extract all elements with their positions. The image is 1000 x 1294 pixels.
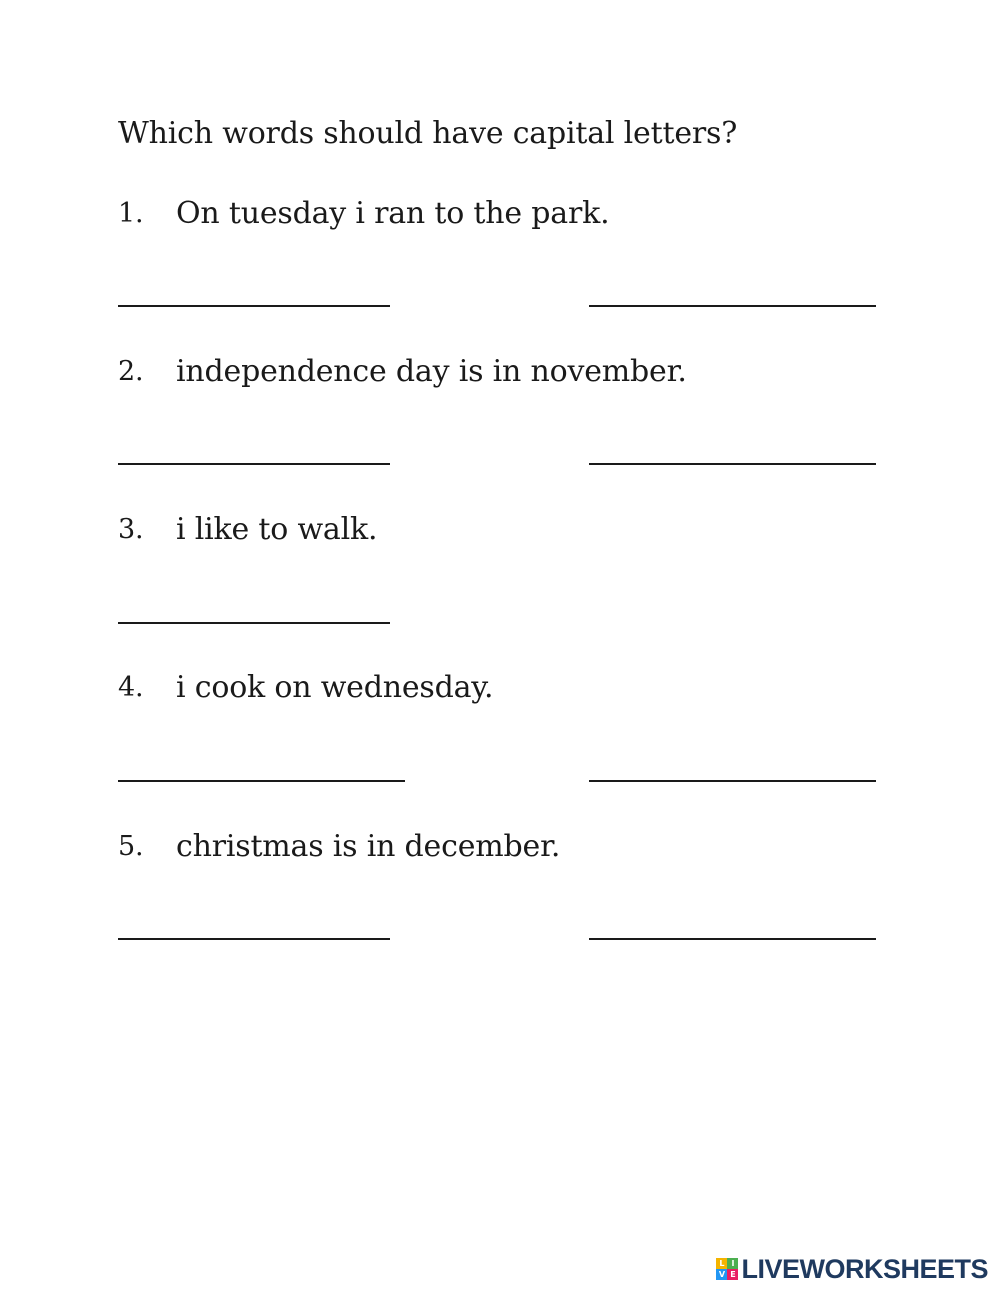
- answer-blank-4a[interactable]: [118, 780, 405, 782]
- answer-blank-5a[interactable]: [118, 938, 390, 940]
- logo-mark-letter: E: [727, 1269, 738, 1280]
- logo-mark-letter: L: [716, 1258, 727, 1269]
- question-text: independence day is in november.: [176, 354, 687, 389]
- question-text: On tuesday i ran to the park.: [176, 196, 610, 231]
- liveworksheets-logo: [716, 1254, 988, 1284]
- liveworksheets-logo-icon: [716, 1258, 738, 1280]
- logo-mark-letter: I: [727, 1258, 738, 1269]
- answer-blank-1b[interactable]: [589, 305, 876, 307]
- question-text: christmas is in december.: [176, 829, 561, 864]
- worksheet-instruction: Which words should have capital letters?: [118, 116, 738, 151]
- question-number: 3.: [118, 514, 144, 545]
- question-text: i cook on wednesday.: [176, 670, 494, 705]
- answer-blank-2a[interactable]: [118, 463, 390, 465]
- answer-blank-1a[interactable]: [118, 305, 390, 307]
- question-number: 5.: [118, 831, 144, 862]
- question-text: i like to walk.: [176, 512, 378, 547]
- question-number: 1.: [118, 198, 144, 229]
- question-number: 4.: [118, 672, 144, 703]
- logo-wordmark: LIVEWORKSHEETS: [741, 1253, 988, 1284]
- answer-blank-4b[interactable]: [589, 780, 876, 782]
- question-number: 2.: [118, 356, 144, 387]
- answer-blank-3a[interactable]: [118, 622, 390, 624]
- logo-mark-letter: V: [716, 1269, 727, 1280]
- answer-blank-5b[interactable]: [589, 938, 876, 940]
- answer-blank-2b[interactable]: [589, 463, 876, 465]
